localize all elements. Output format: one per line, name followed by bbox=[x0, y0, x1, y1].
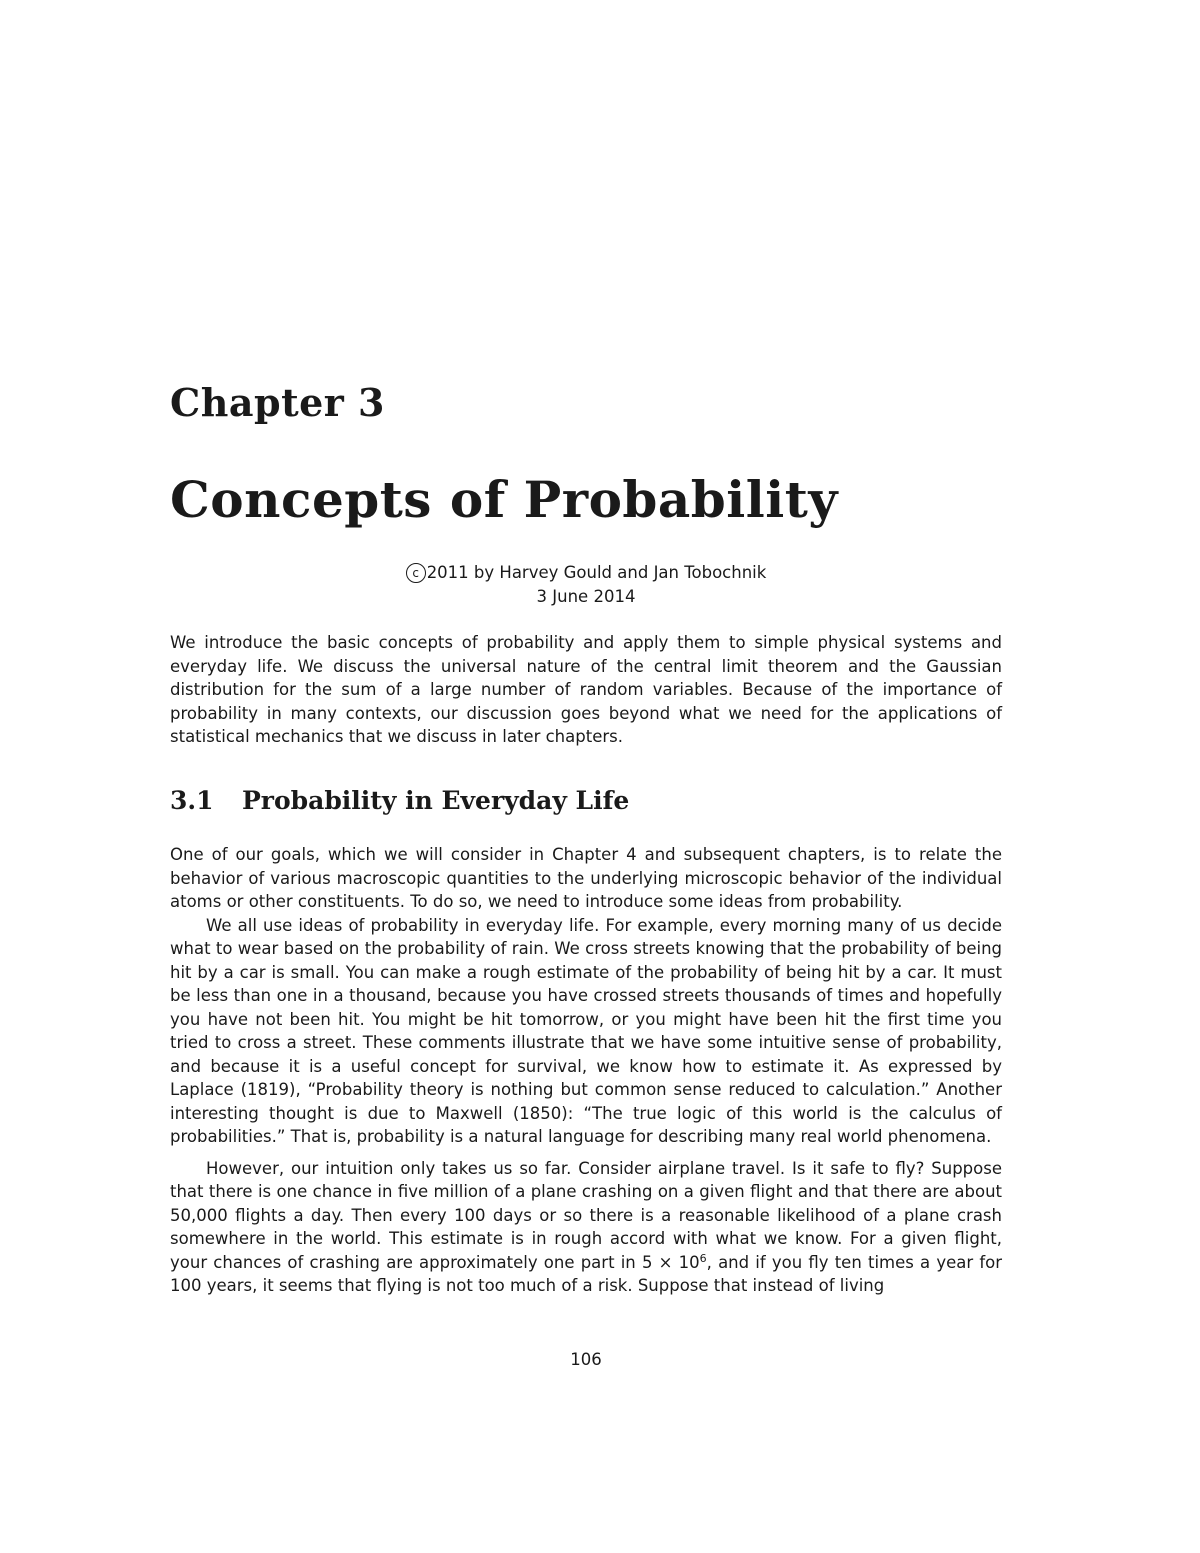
section-title: Probability in Everyday Life bbox=[242, 786, 630, 815]
section-number: 3.1 bbox=[170, 786, 214, 815]
paragraph-1: One of our goals, which we will consider in Chapter 4 and subsequent chapters, is to relate the behavior of various macroscopic quantities to the underlying microscopic behavior of the individual atoms or other constituents. To do so, we need to introduce some ideas from probability. bbox=[170, 845, 1002, 911]
section-body bbox=[170, 843, 1002, 1298]
section-heading bbox=[170, 786, 629, 815]
paragraph-3-text-end: , and if you fly ten times a year for 100 years, it seems that flying is not too much of a risk. Suppose that instead of living bbox=[170, 1252, 1003, 1295]
byline bbox=[170, 561, 1002, 609]
exponent: 6 bbox=[699, 1251, 707, 1265]
copyright-icon: c bbox=[406, 563, 426, 583]
paragraph-2: We all use ideas of probability in everyday life. For example, every morning many of us decide what to wear based on the probability of rain. We cross streets knowing that the probability of being hit by a car is small. You can make a rough estimate of the probability of being hit by a car. It must be less than one in a thousand, because you have crossed streets thousands of times and hopefully you have not been hit. You might be hit tomorrow, or you might have been hit the first time you tried to cross a street. These comments illustrate that we have some intuitive sense of probability, and because it is a useful concept for survival, we know how to estimate it. As expressed by Laplace (1819), “Probability theory is nothing but common sense reduced to calculation.” Another interesting thought is due to Maxwell (1850): “The true logic of this world is the calculus of probabilities.” That is, probability is a natural language for describing many real world phenomena. bbox=[170, 915, 1002, 1146]
chapter-title: Concepts of Probability bbox=[170, 470, 838, 529]
abstract-text: We introduce the basic concepts of probability and apply them to simple physical systems and everyday life. We discuss the universal nature of the central limit theorem and the Gaussian distribution for the sum of a large number of random variables. Because of the importance of probability in many contexts, our discussion goes beyond what we need for the applications of statistical mechanics that we discuss in later chapters. bbox=[170, 633, 1002, 746]
copyright-text: 2011 by Harvey Gould and Jan Tobochnik bbox=[426, 563, 767, 582]
copyright-line bbox=[170, 561, 1002, 585]
paragraph-3 bbox=[170, 1157, 1002, 1298]
page-number: 106 bbox=[570, 1350, 602, 1369]
paragraph-3-text-start: However, our intuition only takes us so far. Consider airplane travel. Is it safe to fly? Suppose that there is one chance in five million of a plane crashing on a given flight and that there are about 50,000 flights a day. Then every 100 days or so there is a reasonable likelihood of a plane crash somewhere in the world. This estimate is in rough accord with what we know. For a given flight, your chances of crashing are approximately one part in 5 × 10 bbox=[170, 1158, 1002, 1272]
publication-date: 3 June 2014 bbox=[536, 587, 636, 606]
abstract bbox=[170, 631, 1002, 749]
chapter-label: Chapter 3 bbox=[170, 380, 385, 425]
